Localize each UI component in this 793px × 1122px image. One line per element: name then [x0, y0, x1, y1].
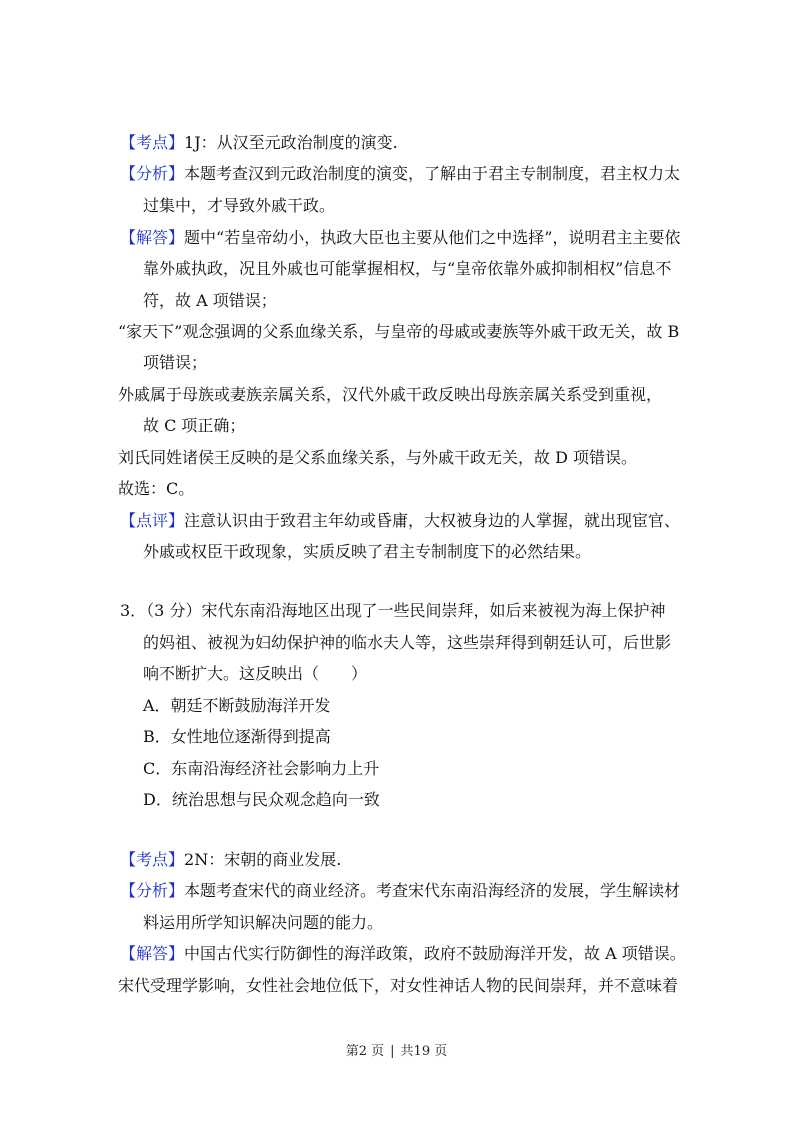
fenxi-text: 本题考查宋代的商业经济。考查宋代东南沿海经济的发展，学生解读材 [184, 881, 681, 900]
kaodian-text: 1J：从汉至元政治制度的演变. [184, 133, 398, 152]
fenxi-tag: 【分析】 [120, 881, 185, 900]
jieda-text: 中国古代实行防御性的海洋政策，政府不鼓励海洋开发，故 A 项错误。 [184, 944, 686, 963]
dianping-line-2: 外戚或权臣干政现象，实质反映了君主专制制度下的必然结果。 [143, 542, 592, 561]
question-3-option-c: C．东南沿海经济社会影响力上升 [143, 759, 380, 778]
kaodian-line-1 [120, 132, 398, 154]
option-b-analysis-1: “家天下”观念强调的父系血缘关系，与皇帝的母戚或妻族等外戚干政无关，故 B [118, 322, 680, 341]
question-3-stem-3: 响不断扩大。这反映出（ ） [143, 664, 368, 683]
fenxi-line-3 [120, 880, 680, 902]
question-3-option-b: B．女性地位逐渐得到提高 [143, 727, 331, 746]
jieda-tag: 【解答】 [120, 944, 185, 963]
kaodian-tag: 【考点】 [120, 850, 185, 869]
kaodian-line-2 [120, 849, 341, 871]
question-3-stem-1: 3．（3 分）宋代东南沿海地区出现了一些民间崇拜，如后来被视为海上保护神 [120, 601, 666, 620]
answer-line: 故选：C。 [118, 479, 195, 498]
fenxi-tag: 【分析】 [120, 164, 185, 183]
jieda-text: 题中“若皇帝幼小，执政大臣也主要从他们之中选择”，说明君主主要依 [184, 228, 681, 247]
fenxi-line-1 [120, 163, 680, 185]
jieda-tag: 【解答】 [120, 228, 185, 247]
page-footer [0, 1040, 793, 1059]
dianping-tag: 【点评】 [120, 511, 185, 530]
kaodian-text: 2N：宋朝的商业发展. [184, 850, 342, 869]
jieda-line-2: 靠外戚执政，况且外戚也可能掌握相权，与“皇帝依靠外戚抑制相权”信息不 [143, 259, 672, 278]
option-c-analysis-1: 外戚属于母族或妻族亲属关系，汉代外戚干政反映出母族亲属关系受到重视， [118, 385, 663, 404]
question-3-option-d: D．统治思想与民众观念趋向一致 [143, 790, 380, 809]
fenxi-text: 本题考查汉到元政治制度的演变，了解由于君主专制制度，君主权力太 [184, 164, 681, 183]
option-d-analysis: 刘氏同姓诸侯王反映的是父系血缘关系，与外戚干政无关，故 D 项错误。 [118, 448, 638, 467]
dianping-text: 注意认识由于致君主年幼或昏庸，大权被身边的人掌握，就出现宦官、 [184, 511, 681, 530]
kaodian-tag: 【考点】 [120, 133, 185, 152]
fenxi-line-2: 过集中，才导致外戚干政。 [143, 196, 336, 215]
jieda-line-1 [120, 227, 680, 249]
jieda-line-3: 符，故 A 项错误； [143, 291, 277, 310]
jieda-line-5: 宋代受理学影响，女性社会地位低下，对女性神话人物的民间崇拜，并不意味着 [118, 976, 679, 995]
fenxi-line-4: 料运用所学知识解决问题的能力。 [143, 913, 384, 932]
question-3-stem-2: 的妈祖、被视为妇幼保护神的临水夫人等，这些崇拜得到朝廷认可，后世影 [143, 633, 672, 652]
question-3-option-a: A．朝廷不断鼓励海洋开发 [143, 696, 331, 715]
jieda-line-4 [120, 943, 686, 965]
option-b-analysis-2: 项错误； [143, 353, 208, 372]
page-number-current: 第2 页 [345, 1044, 385, 1059]
dianping-line-1 [120, 510, 680, 532]
footer-separator: | [390, 1044, 395, 1059]
option-c-analysis-2: 故 C 项正确； [143, 416, 246, 435]
page-number-total: 共19 页 [400, 1044, 448, 1059]
